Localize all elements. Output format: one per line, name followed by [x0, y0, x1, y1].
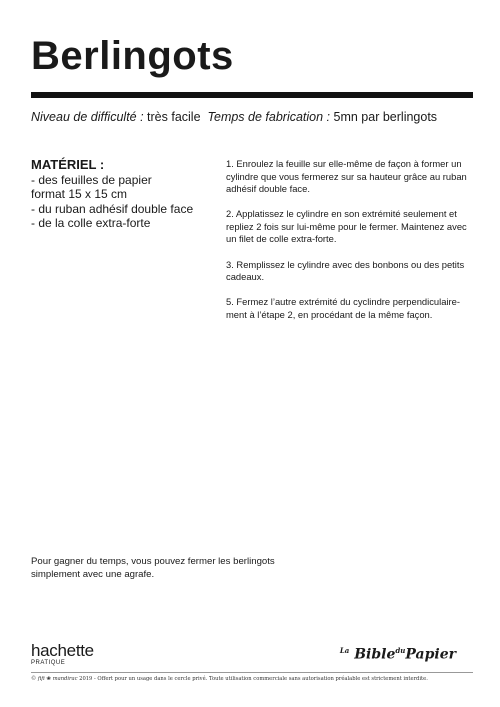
- step-2: 2. Applatissez le cylindre en son extrémité seulement et repliez 2 fois sur lui-même pour le fermer. Maintenez avec un filet de colle extra-forte.: [226, 208, 467, 245]
- material-item: - des feuilles de papier: [31, 173, 152, 188]
- title-divider: [31, 92, 473, 98]
- copyright-symbol: ©: [31, 676, 37, 682]
- time-label: Temps de fabrication :: [207, 110, 331, 124]
- hachette-logo-sub: PRATIQUE: [31, 660, 66, 666]
- difficulty-label: Niveau de difficulté :: [31, 110, 144, 124]
- copyright-author-a: fifi: [37, 676, 45, 682]
- tip-text: Pour gagner du temps, vous pouvez fermer les berlingots simplement avec une agrafe.: [31, 556, 275, 580]
- difficulty-value: très facile: [147, 110, 201, 124]
- material-title: MATÉRIEL :: [31, 157, 105, 172]
- material-item: - du ruban adhésif double face: [31, 201, 194, 216]
- flower-icon: ❀: [46, 676, 52, 682]
- material-section: [31, 158, 211, 230]
- time-value: 5mn par berlingots: [333, 110, 438, 124]
- logo-word: Papier: [405, 646, 456, 663]
- copyright-notice: [31, 676, 428, 682]
- bible-du-papier-logo: [340, 646, 456, 663]
- material-item: - de la colle extra-forte: [31, 215, 151, 230]
- page-title: Berlingots: [31, 34, 234, 78]
- step-1: 1. Enroulez la feuille sur elle-même de façon à former un cylindre que vous fermerez sur sa hauteur grâce au ruban adhésif double face.: [226, 158, 467, 195]
- copyright-text: 2019 - Offert pour un usage dans le cercle privé. Toute utilisation commerciale sans autorisation préalable est strictement interdite.: [79, 676, 428, 682]
- hachette-logo-name: hachette: [31, 641, 94, 660]
- copyright-author-b: mandirac: [52, 676, 78, 682]
- instructions: [226, 158, 476, 334]
- step-3: 3. Remplissez le cylindre avec des bonbons ou des petits cadeaux.: [226, 258, 465, 283]
- logo-word: Bible: [354, 646, 396, 663]
- logo-word: La: [339, 646, 350, 655]
- hachette-logo: [31, 642, 94, 666]
- material-item: format 15 x 15 cm: [31, 187, 128, 202]
- footer-divider: [31, 672, 473, 673]
- step-5: 5. Fermez l’autre extrémité du cyclindre perpendiculaire-ment à l’étape 2, en procédant de la même façon.: [226, 296, 460, 320]
- recipe-meta: [31, 110, 437, 124]
- logo-word: du: [395, 646, 406, 655]
